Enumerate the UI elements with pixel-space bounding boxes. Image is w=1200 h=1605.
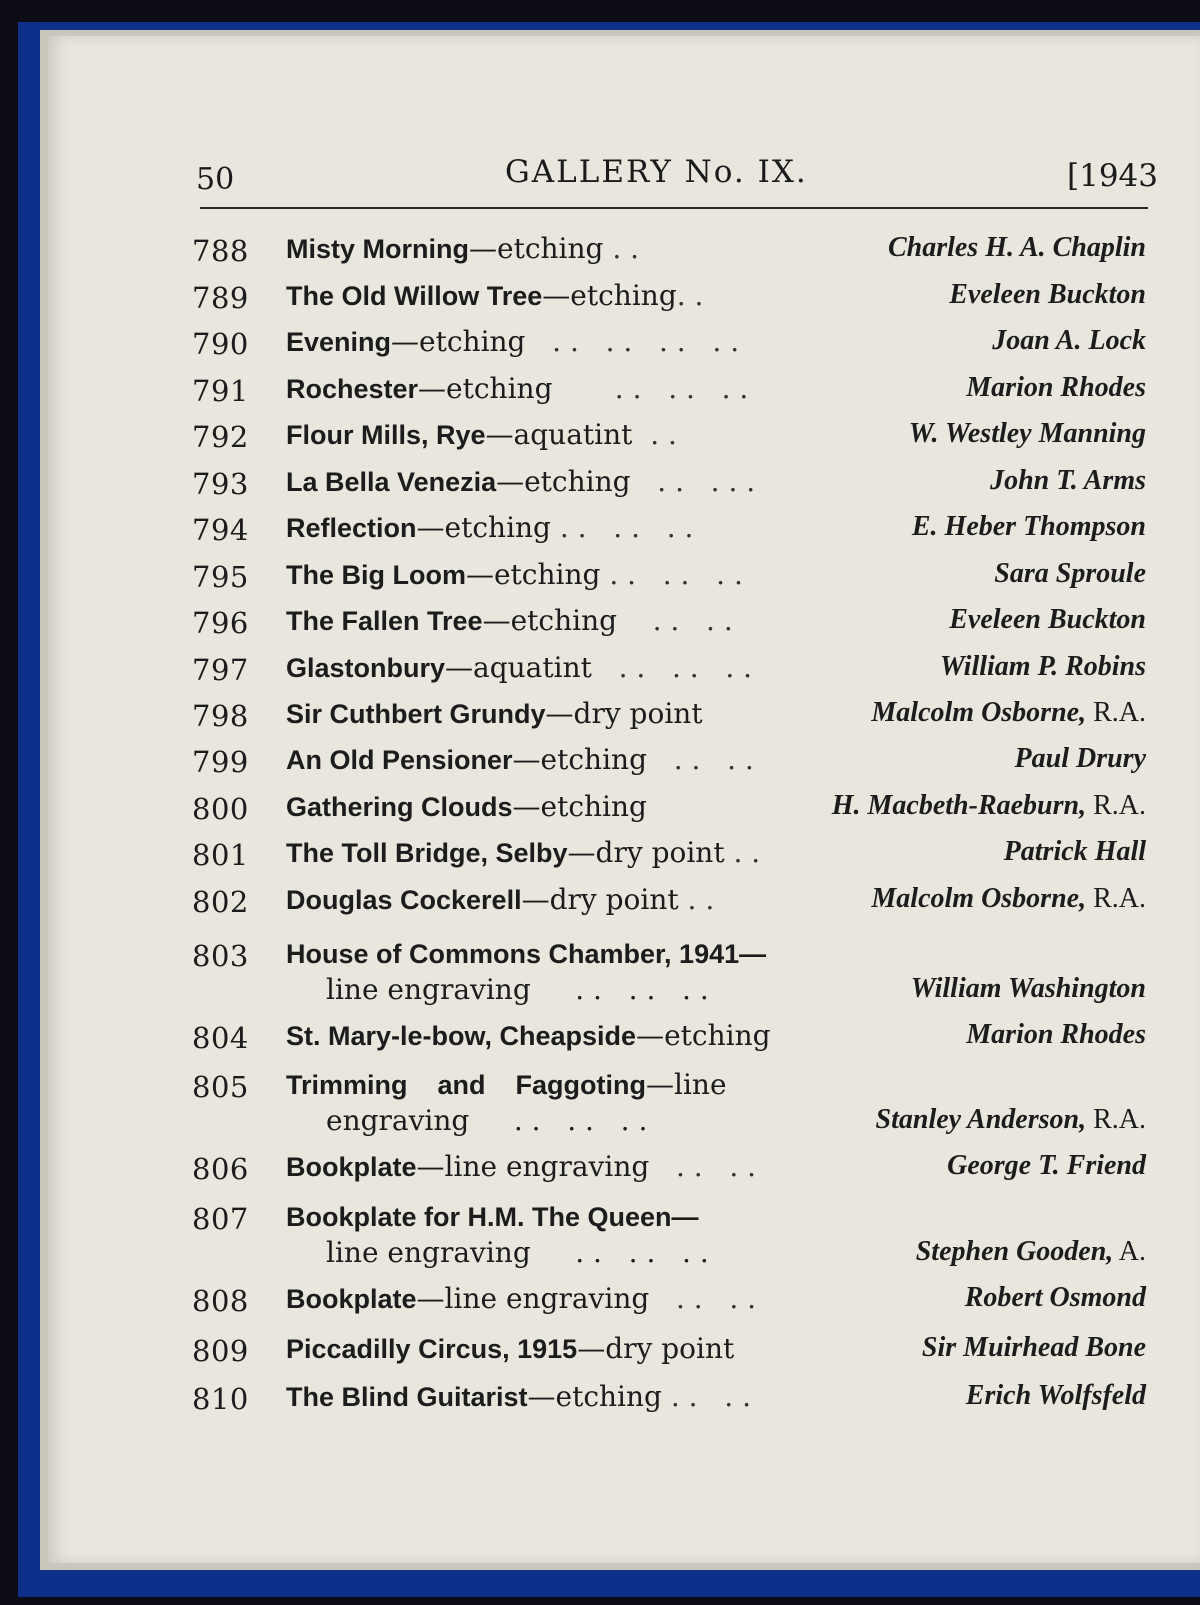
work-title: Bookplate xyxy=(286,1152,417,1182)
entry-number: 792 xyxy=(192,420,249,454)
entry-number: 803 xyxy=(192,939,249,973)
work-medium: —etching xyxy=(542,279,677,312)
entry-number: 810 xyxy=(192,1382,249,1416)
entry-line xyxy=(286,1380,751,1413)
artist-suffix: R.A. xyxy=(1086,790,1146,821)
artist-name xyxy=(949,279,1146,311)
entry-number: 809 xyxy=(192,1334,249,1368)
entry-line xyxy=(286,372,748,405)
entry-number: 788 xyxy=(192,234,249,268)
running-title: GALLERY No. IX. xyxy=(505,154,808,190)
work-medium: —dry point xyxy=(521,883,679,916)
artist-name-text: Eveleen Buckton xyxy=(949,604,1146,635)
leader-dots: . . . . xyxy=(661,1380,751,1413)
leader-dots: . . . . xyxy=(649,1282,757,1315)
work-title: Trimming and Faggoting xyxy=(286,1070,646,1100)
work-title: Douglas Cockerell xyxy=(286,885,522,915)
artist-name xyxy=(922,1332,1146,1364)
leader-dots: . . . . . xyxy=(630,465,756,498)
work-medium: —line xyxy=(646,1068,727,1101)
artist-name xyxy=(990,465,1146,497)
artist-name-text: Stanley Anderson, xyxy=(875,1104,1087,1135)
entry-line xyxy=(286,418,677,451)
work-title: An Old Pensioner xyxy=(286,745,513,775)
work-title: House of Commons Chamber, 1941— xyxy=(286,939,767,969)
entry-number: 789 xyxy=(192,281,249,315)
leader-dots: . . xyxy=(724,836,761,869)
entry-line xyxy=(286,790,647,823)
artist-name xyxy=(912,511,1146,543)
artist-name-text: Malcolm Osborne, xyxy=(871,883,1087,914)
artist-name-text: Charles H. A. Chaplin xyxy=(887,232,1146,263)
entry-continuation: engraving . . . . . . xyxy=(326,1104,648,1137)
work-title: The Big Loom xyxy=(286,560,466,590)
entry-line xyxy=(286,1019,771,1052)
entry-continuation: line engraving . . . . . . xyxy=(326,973,709,1006)
artist-name xyxy=(911,973,1146,1005)
entry-line xyxy=(286,836,760,869)
entry-number: 796 xyxy=(192,606,249,640)
entry-number: 808 xyxy=(192,1284,249,1318)
entry-number: 798 xyxy=(192,699,249,733)
work-title: Piccadilly Circus, 1915 xyxy=(286,1334,578,1364)
work-medium: —line engraving xyxy=(416,1150,650,1183)
entry-number: 801 xyxy=(192,838,249,872)
entry-number: 806 xyxy=(192,1152,249,1186)
work-title: Bookplate for H.M. The Queen— xyxy=(286,1202,699,1232)
entry-line xyxy=(286,651,752,684)
work-medium: —etching xyxy=(416,511,551,544)
work-medium: —dry point xyxy=(545,697,703,730)
artist-name xyxy=(876,1104,1146,1136)
artist-suffix: R.A. xyxy=(1086,883,1146,914)
artist-suffix: A. xyxy=(1113,1236,1146,1267)
entry-line xyxy=(286,697,703,730)
leader-dots: . . . . . . xyxy=(550,511,694,544)
artist-suffix: R.A. xyxy=(1086,697,1146,728)
artist-name xyxy=(1004,836,1146,868)
work-medium: —line engraving xyxy=(416,1282,650,1315)
artist-name xyxy=(949,604,1146,636)
work-title: Rochester xyxy=(286,374,419,404)
entry-number: 791 xyxy=(192,374,249,408)
header-year: [1943 xyxy=(1067,158,1158,194)
entry-line xyxy=(286,1282,756,1315)
artist-name xyxy=(966,372,1146,404)
entry-line xyxy=(286,232,639,265)
work-title: The Old Willow Tree xyxy=(286,281,543,311)
entry-line xyxy=(286,325,739,358)
work-title: Flour Mills, Rye xyxy=(286,420,486,450)
artist-name xyxy=(966,1019,1146,1051)
artist-name-text: Patrick Hall xyxy=(1003,836,1146,867)
work-medium: —etching xyxy=(465,558,601,591)
work-title: The Fallen Tree xyxy=(286,606,483,636)
entry-number: 793 xyxy=(192,467,249,501)
leader-dots: . . . . xyxy=(617,604,733,637)
work-title: Bookplate xyxy=(286,1284,417,1314)
work-title: Reflection xyxy=(286,513,417,543)
artist-name-text: H. Macbeth-Raeburn, xyxy=(831,790,1087,821)
leader-dots: . . . . . . xyxy=(552,372,749,405)
artist-name-text: Eveleen Buckton xyxy=(949,279,1146,310)
work-medium: —etching xyxy=(469,232,604,265)
entry-line xyxy=(286,1200,699,1233)
entry-line xyxy=(286,604,733,637)
leader-dots: . . . . xyxy=(649,1150,757,1183)
work-medium: —etching xyxy=(512,743,647,776)
work-title: Evening xyxy=(286,327,392,357)
work-title: Sir Cuthbert Grundy xyxy=(286,699,546,729)
artist-name-text: E. Heber Thompson xyxy=(911,511,1146,542)
artist-name-text: W. Westley Manning xyxy=(908,418,1146,449)
artist-name-text: Robert Osmond xyxy=(964,1282,1146,1313)
entry-number: 802 xyxy=(192,885,249,919)
artist-name xyxy=(832,790,1146,822)
entry-number: 799 xyxy=(192,745,249,779)
leader-dots: . . xyxy=(676,279,704,312)
artist-name-text: Malcolm Osborne, xyxy=(871,697,1087,728)
work-title: Gathering Clouds xyxy=(286,792,513,822)
work-medium: —etching xyxy=(636,1019,771,1052)
entry-continuation: line engraving . . . . . . xyxy=(326,1236,709,1269)
artist-name xyxy=(871,697,1146,729)
entry-line xyxy=(286,558,743,591)
entry-number: 805 xyxy=(192,1070,249,1104)
entry-line xyxy=(286,511,693,544)
work-title: The Toll Bridge, Selby xyxy=(286,838,568,868)
work-medium: —etching xyxy=(512,790,647,823)
artist-name xyxy=(994,558,1146,590)
artist-name-text: William Washington xyxy=(910,973,1146,1004)
artist-name-text: Stephen Gooden, xyxy=(915,1236,1114,1267)
work-title: St. Mary-le-bow, Cheapside xyxy=(286,1021,637,1051)
work-medium: —dry point xyxy=(577,1332,735,1365)
work-medium: —aquatint xyxy=(445,651,592,684)
work-title: Misty Morning xyxy=(286,234,469,264)
work-title: La Bella Venezia xyxy=(286,467,497,497)
artist-name-text: Joan A. Lock xyxy=(992,325,1146,356)
work-medium: —etching xyxy=(496,465,631,498)
artist-name-text: Marion Rhodes xyxy=(966,372,1146,403)
work-title: Glastonbury xyxy=(286,653,446,683)
artist-suffix: R.A. xyxy=(1086,1104,1146,1135)
artist-name-text: Sir Muirhead Bone xyxy=(921,1332,1146,1363)
entry-number: 790 xyxy=(192,327,249,361)
leader-dots: . . xyxy=(632,418,677,451)
entry-number: 794 xyxy=(192,513,249,547)
leader-dots: . . . . xyxy=(647,743,754,776)
leader-dots: . . xyxy=(678,883,715,916)
work-title: The Blind Guitarist xyxy=(286,1382,528,1412)
page-number: 50 xyxy=(196,162,235,197)
work-medium: —aquatint xyxy=(485,418,633,451)
entry-line xyxy=(286,465,755,498)
artist-name xyxy=(916,1236,1146,1268)
work-medium: —etching xyxy=(418,372,553,405)
artist-name xyxy=(940,651,1146,683)
artist-name xyxy=(947,1150,1146,1182)
artist-name xyxy=(965,1282,1146,1314)
work-medium: —etching xyxy=(482,604,618,637)
entry-number: 804 xyxy=(192,1021,249,1055)
artist-name-text: Paul Drury xyxy=(1014,743,1146,774)
entry-line xyxy=(286,1068,727,1101)
artist-name-text: George T. Friend xyxy=(947,1150,1146,1181)
entry-line xyxy=(286,883,714,916)
artist-name xyxy=(871,883,1146,915)
artist-name xyxy=(1015,743,1146,775)
leader-dots: . . . . . . xyxy=(591,651,753,684)
artist-name-text: Marion Rhodes xyxy=(966,1019,1146,1050)
work-medium: —etching xyxy=(527,1380,662,1413)
work-medium: —dry point xyxy=(567,836,725,869)
artist-name-text: Sara Sproule xyxy=(994,558,1146,589)
artist-name-text: William P. Robins xyxy=(939,651,1146,682)
artist-name-text: Erich Wolfsfeld xyxy=(965,1380,1146,1411)
entry-number: 795 xyxy=(192,560,249,594)
entry-line xyxy=(286,279,703,312)
entry-line xyxy=(286,743,754,776)
leader-dots: . . . . . . . . xyxy=(525,325,740,358)
entry-number: 807 xyxy=(192,1202,249,1236)
entry-number: 797 xyxy=(192,653,249,687)
entry-number: 800 xyxy=(192,792,249,826)
leader-dots: . . xyxy=(603,232,640,265)
entry-line xyxy=(286,1332,734,1365)
work-medium: —etching xyxy=(391,325,526,358)
artist-name xyxy=(909,418,1146,450)
artist-name xyxy=(888,232,1146,264)
artist-name xyxy=(992,325,1146,357)
entry-line xyxy=(286,1150,756,1183)
entry-line xyxy=(286,937,766,970)
artist-name-text: John T. Arms xyxy=(990,465,1146,496)
leader-dots: . . . . . . xyxy=(600,558,743,591)
artist-name xyxy=(966,1380,1146,1412)
